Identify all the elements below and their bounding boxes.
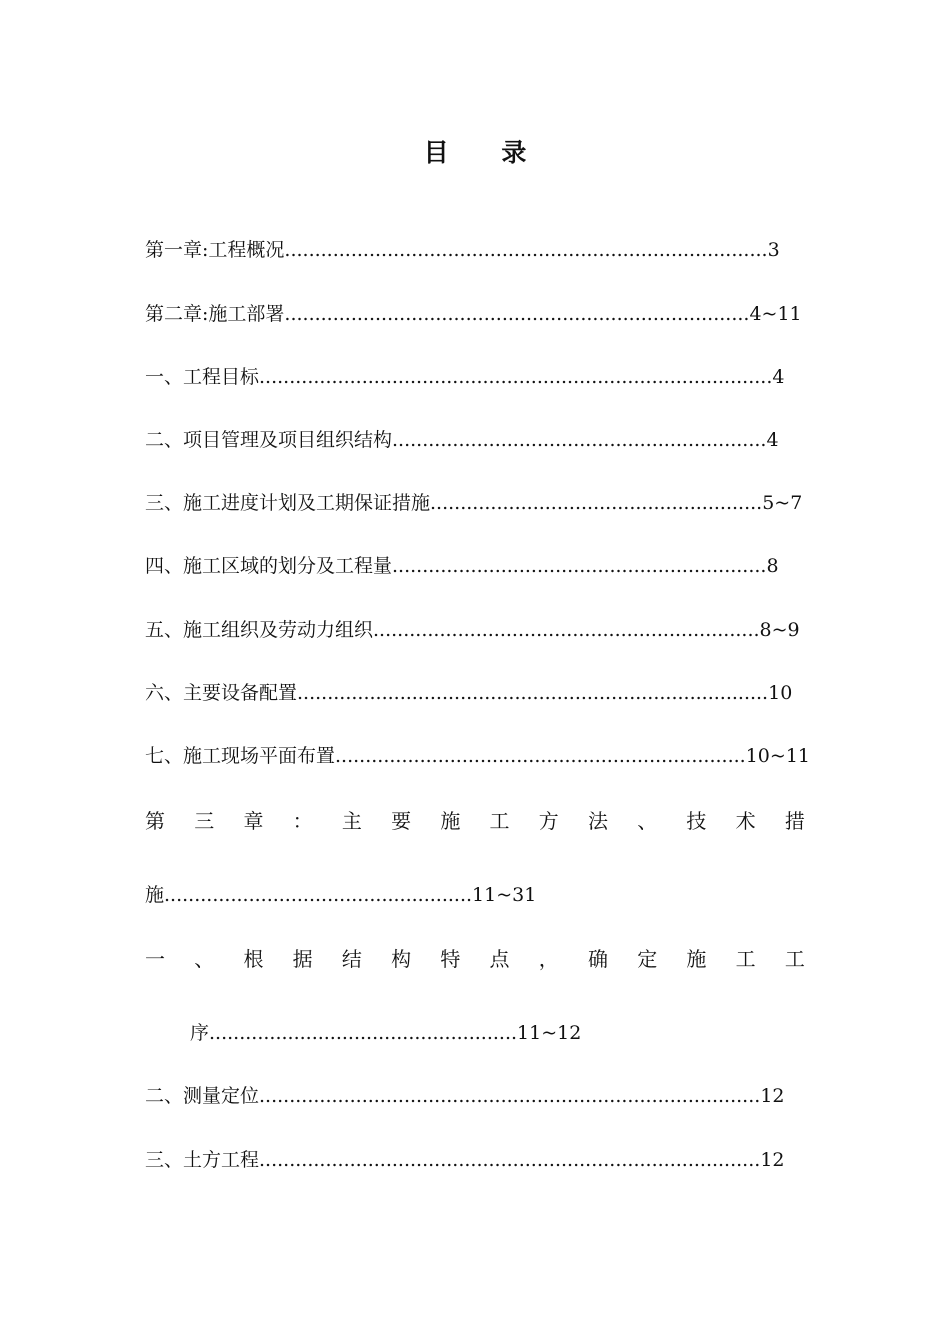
toc-entry-page: 12 (760, 1149, 785, 1171)
toc-char: 根 (243, 947, 264, 971)
toc-entry-page: 11~31 (472, 884, 537, 906)
toc-char: 措 (784, 809, 805, 833)
toc-leader-dots: .................................................................... (335, 745, 746, 767)
toc-char: 、 (637, 809, 658, 833)
toc-entry-label: 三、土方工程 (145, 1149, 260, 1171)
toc-char: 特 (440, 947, 461, 971)
toc-char: 定 (637, 947, 658, 971)
toc-leader-dots: .............................................................. (392, 555, 767, 577)
toc-entry-page: 4~11 (749, 303, 802, 325)
toc-char: 方 (538, 809, 559, 833)
toc-char: 构 (391, 947, 412, 971)
toc-leader-dots: ....................................................... (430, 492, 763, 514)
toc-entry-label: 施 (145, 884, 165, 906)
toc-char: 要 (391, 809, 412, 833)
toc-entry[interactable] (145, 617, 805, 643)
toc-entry[interactable] (145, 553, 785, 579)
toc-leader-dots: .............................................................. (392, 429, 767, 451)
toc-char: ， (538, 947, 559, 971)
toc-entry-page: 5~7 (762, 492, 803, 514)
toc-char: 点 (489, 947, 510, 971)
toc-leader-dots: ................................................... (209, 1022, 518, 1044)
toc-char: 施 (440, 809, 461, 833)
toc-entry-page: 12 (760, 1085, 785, 1107)
toc-entry-page: 4 (772, 366, 785, 388)
toc-leader-dots: .............................................................................. (297, 682, 769, 704)
toc-entry-page: 8~9 (759, 619, 800, 641)
toc-entry-label: 四、施工区域的划分及工程量 (145, 555, 393, 577)
toc-char: 技 (686, 809, 707, 833)
toc-char: 、 (194, 947, 215, 971)
toc-entry-label: 二、测量定位 (145, 1085, 260, 1107)
toc-entry-label: 一、工程目标 (145, 366, 260, 388)
toc-entry-label: 七、施工现场平面布置 (145, 745, 336, 767)
toc-entry-label: 序 (190, 1022, 210, 1044)
toc-entry[interactable] (145, 743, 815, 769)
toc-char: ： (292, 809, 313, 833)
toc-leader-dots: ................................................................ (373, 619, 760, 641)
toc-entry-page: 4 (766, 429, 779, 451)
toc-char: 第 (145, 809, 165, 833)
toc-entry-continuation[interactable] (145, 882, 645, 908)
toc-entry[interactable] (145, 364, 785, 390)
toc-entry[interactable] (145, 490, 805, 516)
toc-entry-label: 第二章:施工部署 (145, 303, 285, 325)
toc-entry-continuation[interactable] (190, 1020, 590, 1046)
toc-char: 施 (686, 947, 707, 971)
toc-char: 主 (341, 809, 362, 833)
toc-char: 三 (194, 809, 215, 833)
toc-leader-dots: ................................................................................... (259, 1149, 761, 1171)
toc-entry-justified[interactable] (145, 945, 805, 973)
toc-char: 据 (292, 947, 313, 971)
toc-entry-page: 10~11 (745, 745, 810, 767)
toc-char: 术 (735, 809, 756, 833)
toc-entry[interactable] (145, 1147, 785, 1173)
toc-entry-page: 3 (767, 239, 780, 261)
toc-entry-label: 五、施工组织及劳动力组织 (145, 619, 374, 641)
toc-entry[interactable] (145, 427, 785, 453)
toc-entry[interactable] (145, 1083, 785, 1109)
toc-leader-dots: ................................................................................... (259, 1085, 761, 1107)
page-title: 目 录 (423, 138, 549, 167)
toc-entry-label: 第一章:工程概况 (145, 239, 285, 261)
toc-char: 法 (587, 809, 608, 833)
toc-entry-page: 11~12 (517, 1022, 582, 1044)
toc-char: 一 (145, 947, 165, 971)
toc-entry-page: 8 (766, 555, 779, 577)
toc-entry-justified[interactable] (145, 807, 805, 835)
toc-entry-label: 六、主要设备配置 (145, 682, 298, 704)
toc-char: 工 (735, 947, 756, 971)
toc-char: 章 (243, 809, 264, 833)
toc-entry-label: 二、项目管理及项目组织结构 (145, 429, 393, 451)
toc-entry[interactable] (145, 680, 795, 706)
toc-leader-dots: ............................................................................. (284, 303, 750, 325)
toc-entry[interactable] (145, 237, 785, 263)
toc-char: 工 (784, 947, 805, 971)
toc-leader-dots: ................................................................................ (284, 239, 768, 261)
toc-char: 确 (587, 947, 608, 971)
toc-char: 结 (341, 947, 362, 971)
toc-entry-label: 三、施工进度计划及工期保证措施 (145, 492, 431, 514)
toc-entry-page: 10 (768, 682, 793, 704)
toc-leader-dots: ..................................................................................... (259, 366, 773, 388)
toc-entry[interactable] (145, 301, 805, 327)
toc-char: 工 (489, 809, 510, 833)
toc-leader-dots: ................................................... (164, 884, 473, 906)
